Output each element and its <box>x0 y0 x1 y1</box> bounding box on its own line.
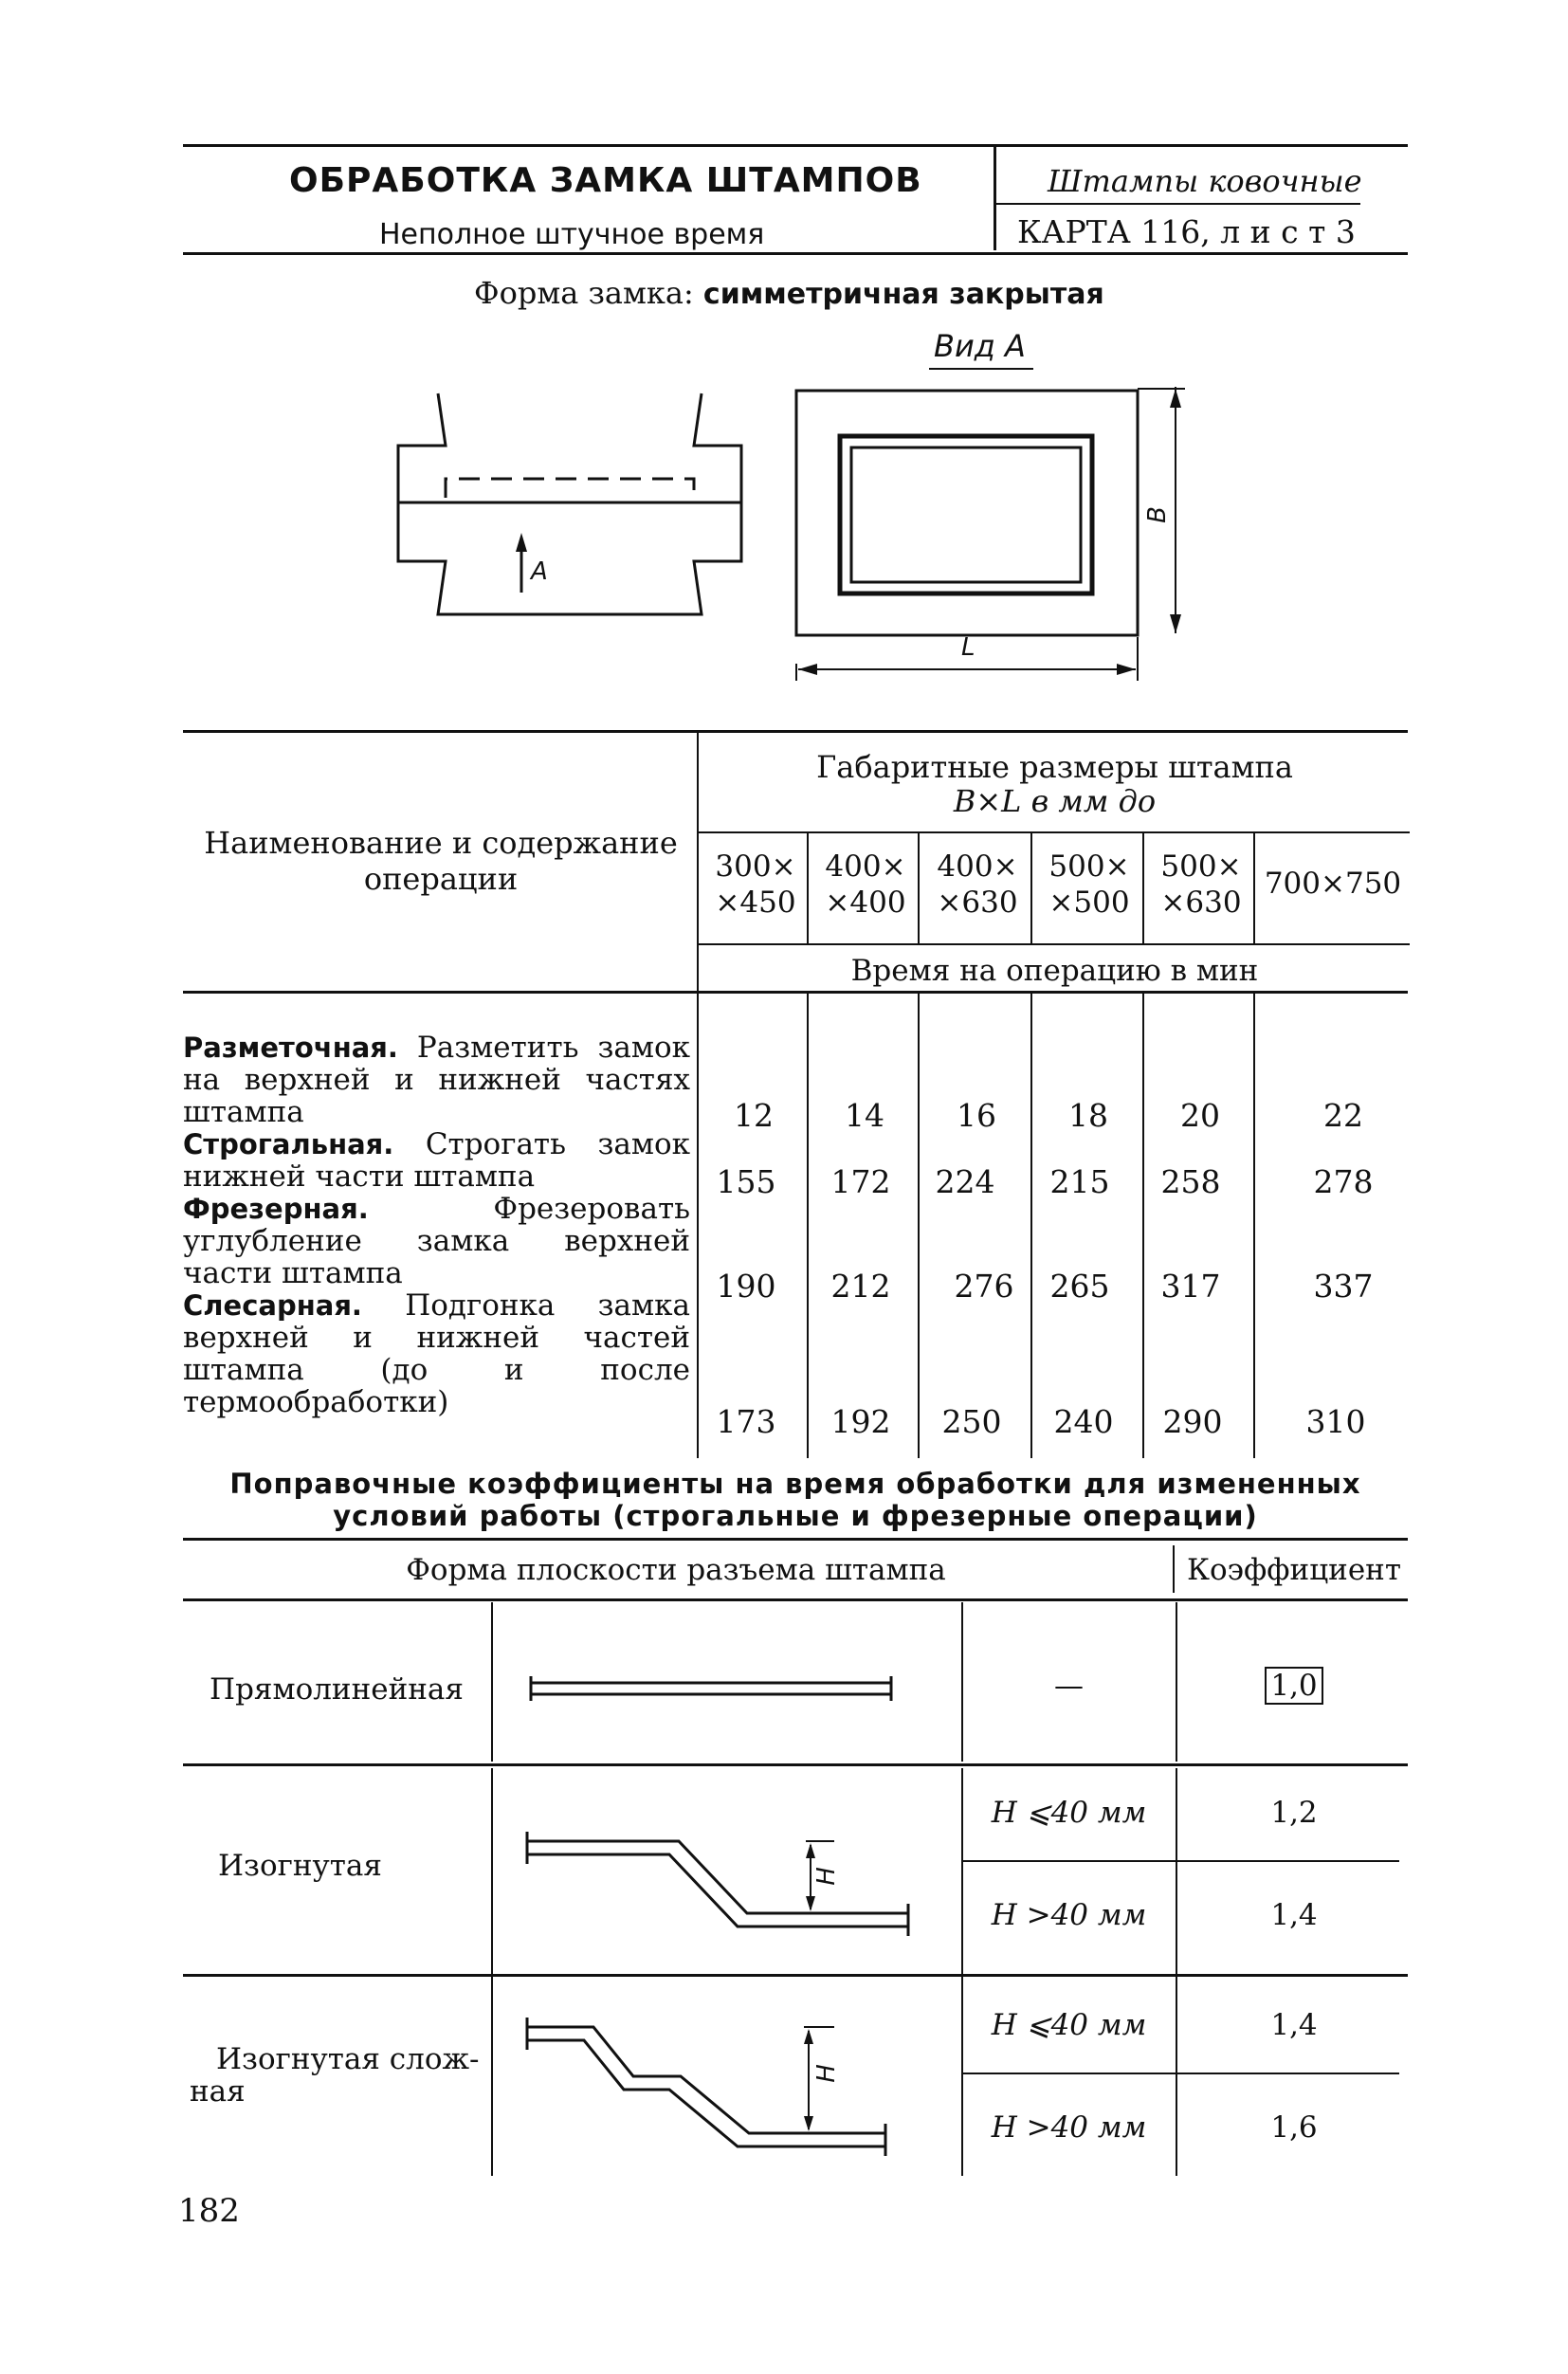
cell-r1-c1: 12 <box>734 1097 774 1134</box>
coef-title-line2: условий работы (строгальные и фрезерные операции) <box>333 1500 1258 1532</box>
col-header-6: 700×750 <box>1264 867 1402 901</box>
coef-value-2a: 1,2 <box>1270 1796 1318 1830</box>
time-header: Время на операцию в мин <box>850 954 1259 988</box>
cell-r4-c4: 240 <box>1053 1403 1114 1440</box>
coef-form-header: Форма плоскости разъема штампа <box>406 1553 946 1587</box>
header-card: КАРТА 116, л и с т 3 <box>1017 213 1356 250</box>
size-header-line1: Габаритные размеры штампа <box>816 749 1293 785</box>
view-a-label: Вид А <box>934 328 1026 364</box>
cell-r2-c4: 215 <box>1049 1163 1110 1200</box>
page-number: 182 <box>178 2192 240 2230</box>
coef-cond-2b: H >40 мм <box>991 1898 1147 1932</box>
coef-value-2b: 1,4 <box>1270 1898 1318 1932</box>
table-row-op-3: Фрезерная. Фрезеровать углубление замка верхней части штампа <box>183 1192 690 1290</box>
coef-row3-split-rule <box>963 2073 1399 2074</box>
cell-r1-c3: 16 <box>957 1097 996 1134</box>
coef-value-3a: 1,4 <box>1270 2008 1318 2042</box>
cell-r1-c2: 14 <box>845 1097 884 1134</box>
cell-r3-c3: 276 <box>954 1268 1014 1305</box>
cell-r4-c3: 250 <box>941 1403 1002 1440</box>
cell-r2-c6: 278 <box>1313 1163 1374 1200</box>
coef-cond-2a: H ⩽40 мм <box>991 1796 1147 1830</box>
cell-r3-c5: 317 <box>1160 1268 1221 1305</box>
col-header-4: 500× ×500 <box>1048 849 1130 920</box>
table-row-op-1: Разметочная. Разметить замок на верхней и нижней частях штампа <box>183 1031 690 1129</box>
dim-l-label: L <box>961 633 975 662</box>
coef-cond-3b: H >40 мм <box>991 2110 1147 2145</box>
op-header: Наименование и содержание операции <box>204 825 678 897</box>
coef-cond-1: — <box>1054 1669 1084 1703</box>
col-header-1: 300× ×450 <box>715 849 796 920</box>
cell-r3-c1: 190 <box>716 1268 776 1305</box>
cell-r4-c5: 290 <box>1162 1403 1223 1440</box>
dim-h-label-1: H <box>811 1867 841 1886</box>
lock-form-label: Форма замка: <box>474 275 694 311</box>
cell-r3-c6: 337 <box>1313 1268 1374 1305</box>
cell-r2-c3: 224 <box>935 1163 995 1200</box>
col-header-2: 400× ×400 <box>825 849 906 920</box>
table-row-op-2: Строгальная. Строгать замок нижней части штампа <box>183 1127 690 1194</box>
coef-title-line1: Поправочные коэффициенты на время обработки для измененных <box>229 1468 1361 1500</box>
header-title: ОБРАБОТКА ЗАМКА ШТАМПОВ <box>289 161 922 200</box>
coef-value-1-boxed: 1,0 <box>1265 1667 1322 1705</box>
header-subtitle: Неполное штучное время <box>379 218 765 251</box>
col-header-5: 500× ×630 <box>1160 849 1242 920</box>
arrow-a-label: А <box>531 557 548 586</box>
header-category: Штампы ковочные <box>1048 163 1362 199</box>
size-header-line2: В×L в мм до <box>953 783 1157 819</box>
coef-row-name-1: Прямолинейная <box>210 1672 464 1707</box>
cell-r4-c6: 310 <box>1305 1403 1366 1440</box>
cell-r3-c4: 265 <box>1049 1268 1110 1305</box>
col-header-3: 400× ×630 <box>937 849 1018 920</box>
cell-r1-c4: 18 <box>1068 1097 1108 1134</box>
coef-row-name-2: Изогнутая <box>218 1849 382 1883</box>
cell-r3-c2: 212 <box>830 1268 891 1305</box>
cell-r4-c1: 173 <box>716 1403 776 1440</box>
lock-form-value: симметричная закрытая <box>702 278 1104 311</box>
cell-r2-c5: 258 <box>1160 1163 1221 1200</box>
cell-r4-c2: 192 <box>830 1403 891 1440</box>
cell-r2-c1: 155 <box>716 1163 776 1200</box>
table-row-op-4: Слесарная. Подгонка замка верхней и нижней частей штампа (до и после термообработки) <box>183 1288 690 1419</box>
coef-value-3b: 1,6 <box>1270 2110 1318 2145</box>
coef-cond-3a: H ⩽40 мм <box>991 2008 1147 2042</box>
coef-row-name-3: Изогнутая слож- ная <box>190 2042 480 2109</box>
coef-coef-header: Коэффициент <box>1187 1553 1401 1587</box>
dim-h-label-2: H <box>811 2064 841 2083</box>
cell-r2-c2: 172 <box>830 1163 891 1200</box>
cell-r1-c5: 20 <box>1180 1097 1220 1134</box>
cell-r1-c6: 22 <box>1323 1097 1363 1134</box>
dim-b-label: В <box>1142 506 1172 523</box>
